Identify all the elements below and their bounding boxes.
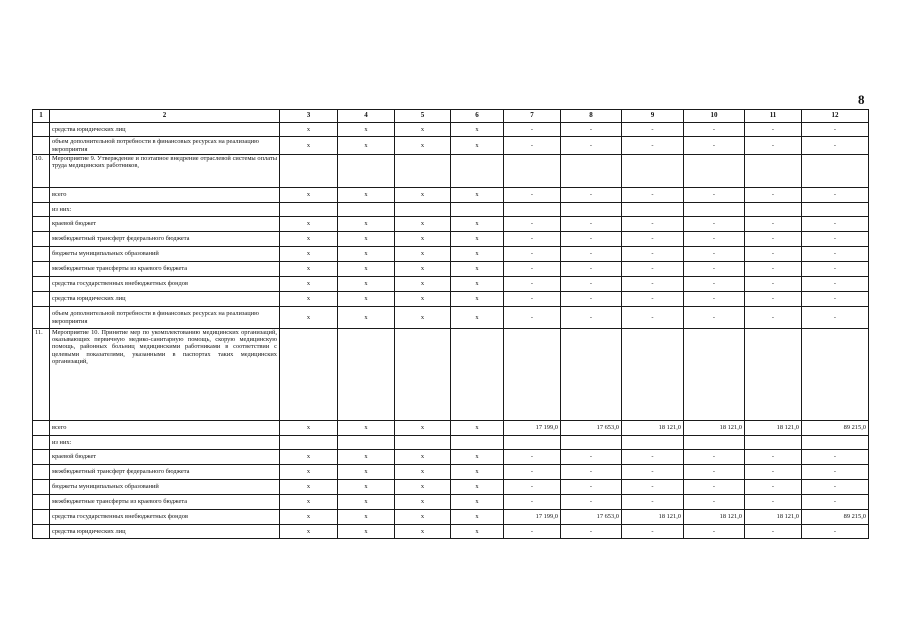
flag-cell: x [338, 247, 395, 262]
flag-cell: x [338, 123, 395, 137]
value-cell: - [561, 307, 622, 329]
row-number-cell [33, 525, 50, 539]
value-cell: - [504, 247, 561, 262]
value-cell [802, 329, 869, 421]
header-cell: 8 [561, 110, 622, 123]
value-cell: - [684, 232, 745, 247]
flag-cell: x [451, 480, 504, 495]
value-cell: - [561, 217, 622, 232]
flag-cell: x [338, 525, 395, 539]
row-name-cell: средства юридических лиц [50, 123, 280, 137]
value-cell: - [561, 137, 622, 155]
flag-cell [395, 329, 451, 421]
value-cell [745, 155, 802, 188]
row-name-cell: краевой бюджет [50, 450, 280, 465]
row-name-cell: межбюджетный трансферт федерального бюджета [50, 465, 280, 480]
value-cell: - [504, 480, 561, 495]
value-cell: - [684, 262, 745, 277]
value-cell [622, 329, 684, 421]
row-number-cell [33, 292, 50, 307]
flag-cell [451, 436, 504, 450]
value-cell: - [802, 525, 869, 539]
value-cell: - [504, 137, 561, 155]
value-cell: - [561, 480, 622, 495]
flag-cell: x [451, 525, 504, 539]
table-row [33, 495, 869, 510]
flag-cell: x [395, 450, 451, 465]
flag-cell: x [280, 217, 338, 232]
table-row [33, 123, 869, 137]
value-cell: - [802, 217, 869, 232]
flag-cell: x [280, 307, 338, 329]
value-cell: - [802, 292, 869, 307]
row-number-cell [33, 203, 50, 217]
table-row [33, 421, 869, 436]
value-cell [561, 155, 622, 188]
value-cell [504, 329, 561, 421]
value-cell: - [745, 292, 802, 307]
row-name-cell: Мероприятие 9. Утверждение и поэтапное внедрение отраслевой системы оплаты труда медицинских работников, [50, 155, 280, 188]
flag-cell: x [451, 495, 504, 510]
flag-cell [395, 203, 451, 217]
flag-cell: x [280, 525, 338, 539]
flag-cell: x [395, 525, 451, 539]
flag-cell: x [451, 262, 504, 277]
flag-cell: x [338, 480, 395, 495]
row-number-cell [33, 465, 50, 480]
row-name-cell: межбюджетный трансферт федерального бюджета [50, 232, 280, 247]
value-cell: - [622, 450, 684, 465]
value-cell: - [622, 495, 684, 510]
flag-cell [395, 436, 451, 450]
value-cell: - [561, 262, 622, 277]
table-row [33, 436, 869, 450]
flag-cell: x [280, 421, 338, 436]
row-number-cell: 10. [33, 155, 50, 188]
flag-cell: x [338, 277, 395, 292]
flag-cell: x [338, 292, 395, 307]
table-row [33, 262, 869, 277]
value-cell: - [802, 450, 869, 465]
value-cell: 89 215,0 [802, 421, 869, 436]
value-cell: - [622, 277, 684, 292]
row-number-cell [33, 232, 50, 247]
flag-cell: x [451, 510, 504, 525]
value-cell: - [684, 465, 745, 480]
value-cell: - [622, 123, 684, 137]
header-cell: 2 [50, 110, 280, 123]
value-cell: - [745, 307, 802, 329]
value-cell: 18 121,0 [622, 421, 684, 436]
row-name-cell: Мероприятие 10. Принятие мер по укомплектованию медицинских организаций, оказывающих первичную медико-санитарную помощь, скорую медицинскую помощь, районных больниц медицинскими работниками в соответствии с целевыми показателями, указанными в паспортах таких медицинских организаций, [50, 329, 280, 421]
value-cell: 17 199,0 [504, 510, 561, 525]
row-number-cell [33, 436, 50, 450]
value-cell: - [802, 495, 869, 510]
table-row [33, 450, 869, 465]
flag-cell: x [338, 510, 395, 525]
flag-cell: x [395, 217, 451, 232]
value-cell: - [802, 277, 869, 292]
value-cell [504, 203, 561, 217]
flag-cell: x [395, 480, 451, 495]
value-cell: - [745, 232, 802, 247]
value-cell: - [802, 188, 869, 203]
flag-cell: x [395, 123, 451, 137]
value-cell [684, 329, 745, 421]
page-number: 8 [858, 92, 865, 107]
value-cell: - [802, 137, 869, 155]
flag-cell: x [280, 232, 338, 247]
value-cell: - [504, 217, 561, 232]
value-cell: - [745, 450, 802, 465]
value-cell: - [504, 123, 561, 137]
row-name-cell: межбюджетные трансферты из краевого бюджета [50, 495, 280, 510]
value-cell [622, 203, 684, 217]
table-row [33, 292, 869, 307]
flag-cell [451, 203, 504, 217]
value-cell: - [622, 307, 684, 329]
value-cell [745, 436, 802, 450]
row-name-cell: межбюджетные трансферты из краевого бюджета [50, 262, 280, 277]
value-cell [561, 203, 622, 217]
value-cell: - [504, 307, 561, 329]
value-cell: - [684, 277, 745, 292]
value-cell: - [684, 292, 745, 307]
table-row [33, 465, 869, 480]
flag-cell: x [395, 232, 451, 247]
table-row [33, 480, 869, 495]
value-cell: - [802, 247, 869, 262]
value-cell: - [622, 525, 684, 539]
flag-cell: x [451, 277, 504, 292]
value-cell [504, 155, 561, 188]
row-number-cell [33, 188, 50, 203]
value-cell: - [622, 137, 684, 155]
table-row [33, 247, 869, 262]
row-number-cell [33, 510, 50, 525]
header-cell: 1 [33, 110, 50, 123]
table-row [33, 307, 869, 329]
value-cell [561, 329, 622, 421]
value-cell: - [504, 188, 561, 203]
value-cell: - [745, 137, 802, 155]
flag-cell: x [395, 465, 451, 480]
flag-cell: x [451, 292, 504, 307]
value-cell: 18 121,0 [745, 510, 802, 525]
flag-cell: x [451, 188, 504, 203]
flag-cell [280, 329, 338, 421]
header-cell: 9 [622, 110, 684, 123]
flag-cell: x [280, 480, 338, 495]
flag-cell [280, 155, 338, 188]
row-name-cell: бюджеты муниципальных образований [50, 247, 280, 262]
flag-cell: x [280, 450, 338, 465]
table-row [33, 277, 869, 292]
flag-cell: x [451, 232, 504, 247]
flag-cell [338, 329, 395, 421]
value-cell: - [684, 137, 745, 155]
header-cell: 11 [745, 110, 802, 123]
value-cell: - [802, 232, 869, 247]
flag-cell: x [338, 262, 395, 277]
value-cell: - [561, 495, 622, 510]
table-row [33, 217, 869, 232]
value-cell: - [622, 217, 684, 232]
flag-cell: x [338, 465, 395, 480]
value-cell: - [504, 292, 561, 307]
flag-cell: x [280, 262, 338, 277]
flag-cell: x [338, 307, 395, 329]
value-cell: - [802, 465, 869, 480]
value-cell: 18 121,0 [622, 510, 684, 525]
value-cell: - [684, 217, 745, 232]
header-cell: 7 [504, 110, 561, 123]
value-cell: - [745, 525, 802, 539]
value-cell: - [622, 247, 684, 262]
flag-cell [451, 329, 504, 421]
table-row [33, 203, 869, 217]
table-section-row [33, 155, 869, 188]
row-number-cell [33, 495, 50, 510]
value-cell: - [622, 465, 684, 480]
value-cell: - [561, 525, 622, 539]
flag-cell [280, 436, 338, 450]
flag-cell: x [395, 277, 451, 292]
flag-cell: x [451, 247, 504, 262]
value-cell: 18 121,0 [745, 421, 802, 436]
flag-cell: x [395, 495, 451, 510]
value-cell: - [745, 188, 802, 203]
value-cell: - [561, 232, 622, 247]
value-cell: - [622, 480, 684, 495]
flag-cell: x [451, 307, 504, 329]
flag-cell: x [280, 465, 338, 480]
table-row [33, 232, 869, 247]
header-cell: 4 [338, 110, 395, 123]
value-cell: - [802, 480, 869, 495]
value-cell: - [504, 525, 561, 539]
flag-cell: x [395, 292, 451, 307]
value-cell [622, 436, 684, 450]
value-cell: - [561, 292, 622, 307]
value-cell: - [684, 123, 745, 137]
row-number-cell [33, 277, 50, 292]
row-number-cell [33, 123, 50, 137]
flag-cell: x [395, 262, 451, 277]
row-number-cell [33, 307, 50, 329]
flag-cell: x [451, 450, 504, 465]
value-cell: - [745, 465, 802, 480]
row-name-cell: объем дополнительной потребности в финансовых ресурсах на реализацию мероприятия [50, 137, 280, 155]
flag-cell: x [451, 217, 504, 232]
flag-cell [395, 155, 451, 188]
flag-cell [451, 155, 504, 188]
flag-cell: x [280, 137, 338, 155]
value-cell: - [504, 450, 561, 465]
flag-cell [338, 203, 395, 217]
value-cell: - [684, 525, 745, 539]
flag-cell: x [338, 232, 395, 247]
value-cell: - [745, 262, 802, 277]
flag-cell: x [338, 421, 395, 436]
value-cell: - [561, 247, 622, 262]
value-cell: - [561, 188, 622, 203]
value-cell: - [802, 123, 869, 137]
value-cell [504, 436, 561, 450]
row-name-cell: средства юридических лиц [50, 525, 280, 539]
value-cell [802, 203, 869, 217]
flag-cell: x [280, 123, 338, 137]
row-number-cell [33, 217, 50, 232]
flag-cell: x [338, 217, 395, 232]
value-cell: - [622, 292, 684, 307]
flag-cell: x [395, 247, 451, 262]
budget-table [32, 109, 869, 539]
value-cell: 89 215,0 [802, 510, 869, 525]
flag-cell: x [280, 510, 338, 525]
table-row [33, 525, 869, 539]
value-cell: 18 121,0 [684, 510, 745, 525]
row-number-cell [33, 480, 50, 495]
flag-cell: x [451, 123, 504, 137]
flag-cell: x [395, 421, 451, 436]
value-cell: - [745, 217, 802, 232]
table-row [33, 188, 869, 203]
row-name-cell: из них: [50, 203, 280, 217]
row-number-cell [33, 421, 50, 436]
flag-cell: x [338, 188, 395, 203]
value-cell: - [504, 277, 561, 292]
row-name-cell: средства юридических лиц [50, 292, 280, 307]
value-cell: - [745, 277, 802, 292]
flag-cell: x [280, 277, 338, 292]
row-number-cell: 11. [33, 329, 50, 421]
flag-cell: x [395, 188, 451, 203]
table-section-row [33, 329, 869, 421]
row-number-cell [33, 450, 50, 465]
value-cell: - [504, 262, 561, 277]
flag-cell: x [451, 137, 504, 155]
row-name-cell: всего [50, 188, 280, 203]
row-number-cell [33, 247, 50, 262]
flag-cell: x [451, 421, 504, 436]
value-cell: - [622, 262, 684, 277]
flag-cell: x [280, 188, 338, 203]
row-name-cell: краевой бюджет [50, 217, 280, 232]
value-cell [684, 155, 745, 188]
row-number-cell [33, 137, 50, 155]
header-cell: 12 [802, 110, 869, 123]
header-cell: 3 [280, 110, 338, 123]
flag-cell [338, 155, 395, 188]
table-row [33, 510, 869, 525]
header-cell: 6 [451, 110, 504, 123]
value-cell: - [504, 495, 561, 510]
table-body [33, 110, 869, 539]
value-cell: - [684, 188, 745, 203]
value-cell [561, 436, 622, 450]
value-cell: 18 121,0 [684, 421, 745, 436]
value-cell [802, 155, 869, 188]
value-cell: - [561, 465, 622, 480]
value-cell: 17 653,0 [561, 510, 622, 525]
value-cell: - [745, 123, 802, 137]
value-cell: - [684, 307, 745, 329]
value-cell [622, 155, 684, 188]
value-cell: 17 653,0 [561, 421, 622, 436]
value-cell: - [561, 277, 622, 292]
value-cell: - [745, 247, 802, 262]
row-name-cell: средства государственных внебюджетных фондов [50, 277, 280, 292]
flag-cell: x [451, 465, 504, 480]
row-name-cell: всего [50, 421, 280, 436]
value-cell: - [684, 480, 745, 495]
value-cell: - [802, 262, 869, 277]
value-cell: - [745, 480, 802, 495]
flag-cell [338, 436, 395, 450]
row-name-cell: средства государственных внебюджетных фондов [50, 510, 280, 525]
header-cell: 10 [684, 110, 745, 123]
flag-cell: x [395, 510, 451, 525]
value-cell: - [745, 495, 802, 510]
flag-cell: x [338, 137, 395, 155]
value-cell: - [684, 450, 745, 465]
value-cell: - [504, 465, 561, 480]
row-number-cell [33, 262, 50, 277]
value-cell: - [561, 123, 622, 137]
value-cell [802, 436, 869, 450]
value-cell: - [504, 232, 561, 247]
flag-cell: x [338, 450, 395, 465]
value-cell: - [622, 232, 684, 247]
row-name-cell: бюджеты муниципальных образований [50, 480, 280, 495]
header-row [33, 110, 869, 123]
flag-cell: x [395, 137, 451, 155]
value-cell: - [622, 188, 684, 203]
flag-cell: x [280, 247, 338, 262]
row-name-cell: объем дополнительной потребности в финансовых ресурсах на реализацию мероприятия [50, 307, 280, 329]
value-cell [745, 203, 802, 217]
table-row [33, 137, 869, 155]
value-cell [684, 436, 745, 450]
value-cell: - [684, 495, 745, 510]
flag-cell: x [280, 292, 338, 307]
value-cell: - [561, 450, 622, 465]
value-cell [745, 329, 802, 421]
value-cell: - [802, 307, 869, 329]
flag-cell: x [338, 495, 395, 510]
value-cell: - [684, 247, 745, 262]
flag-cell [280, 203, 338, 217]
header-cell: 5 [395, 110, 451, 123]
value-cell [684, 203, 745, 217]
value-cell: 17 199,0 [504, 421, 561, 436]
row-name-cell: из них: [50, 436, 280, 450]
flag-cell: x [280, 495, 338, 510]
flag-cell: x [395, 307, 451, 329]
